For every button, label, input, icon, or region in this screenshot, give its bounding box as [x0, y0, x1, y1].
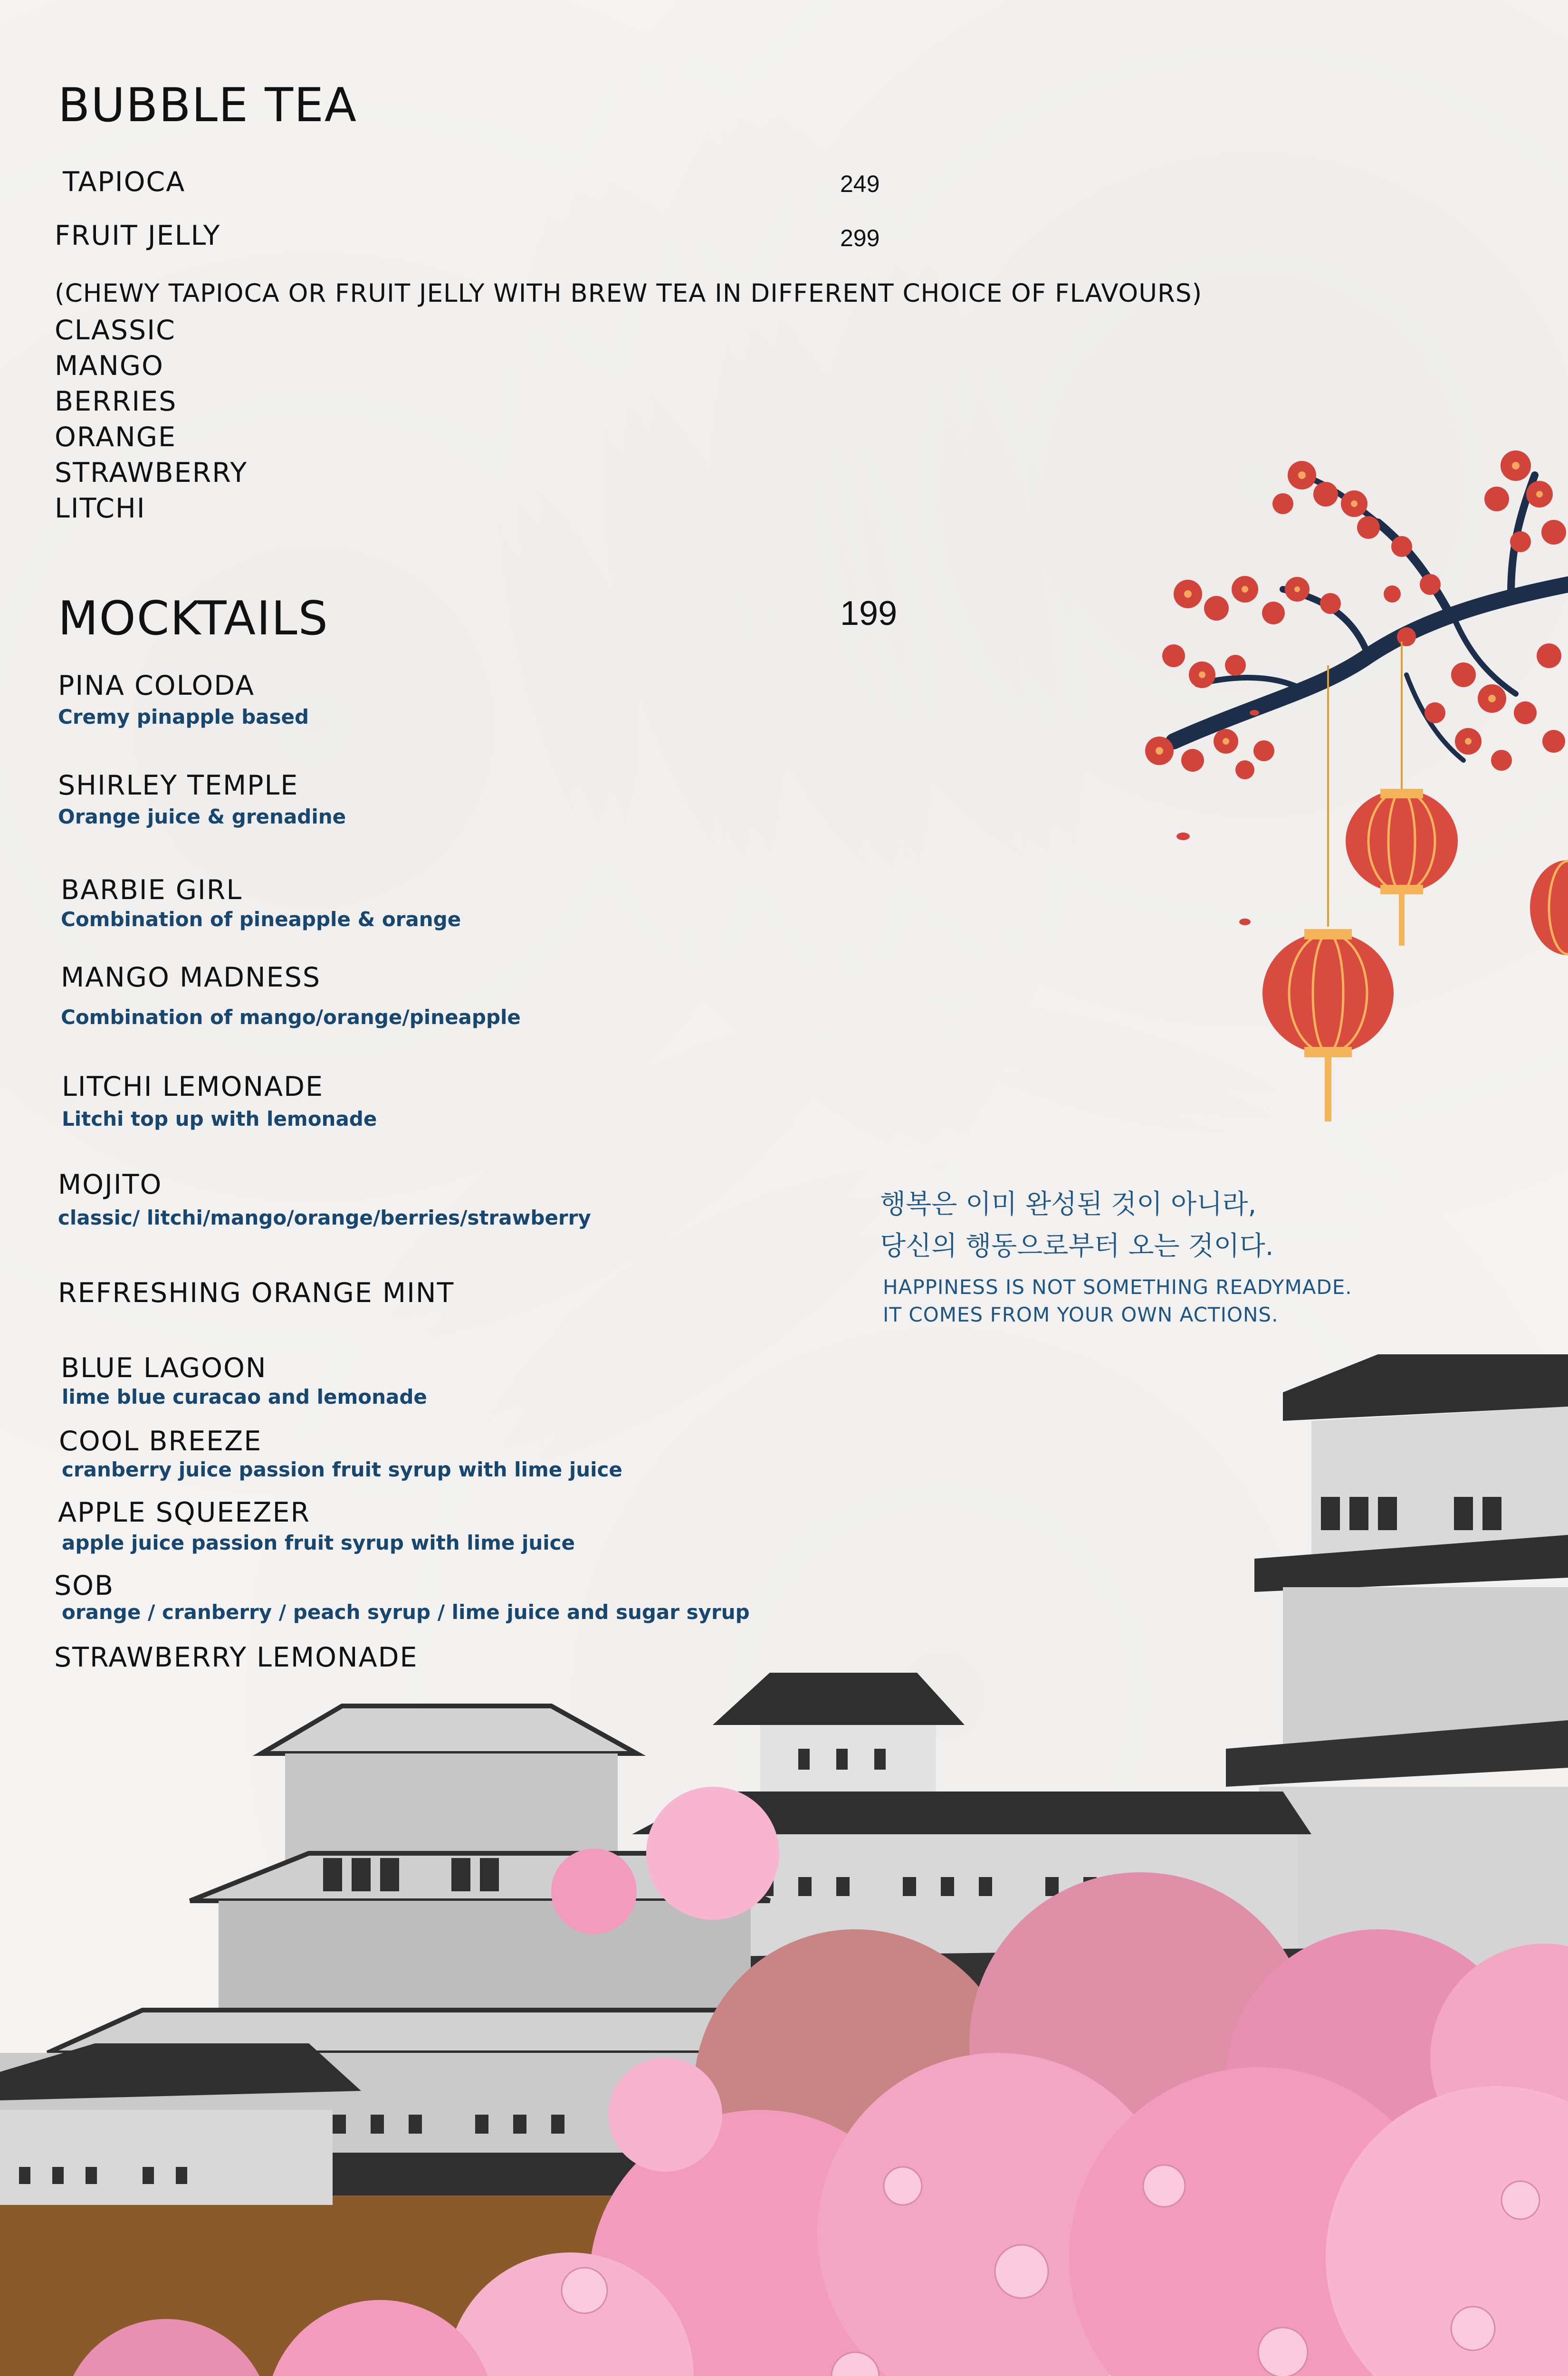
section-title-bubble-tea: BUBBLE TEA [58, 78, 357, 133]
mocktail-description: Orange juice & grenadine [58, 805, 346, 828]
mocktail-description: lime blue curacao and lemonade [62, 1385, 427, 1408]
flavour-strawberry: STRAWBERRY [55, 457, 248, 489]
mocktail-name: LITCHI LEMONADE [62, 1071, 324, 1102]
mocktail-name: MANGO MADNESS [61, 962, 321, 993]
mocktail-description: Cremy pinapple based [58, 705, 309, 728]
quote-korean-line-1: 행복은 이미 완성된 것이 아니라, [880, 1189, 1257, 1220]
flavour-berries: BERRIES [55, 386, 177, 417]
price-fruit-jelly: 299 [840, 225, 880, 251]
mocktail-name: REFRESHING ORANGE MINT [58, 1277, 455, 1309]
menu-item-fruit-jelly: FRUIT JELLY [55, 220, 221, 251]
flavour-litchi: LITCHI [55, 493, 146, 524]
mocktail-name: SOB [54, 1570, 115, 1601]
mocktail-name: SHIRLEY TEMPLE [58, 770, 299, 801]
price-tapioca: 249 [840, 171, 880, 197]
flavour-classic: CLASSIC [55, 315, 176, 346]
paper-lantern-icon [1530, 860, 1568, 955]
mocktail-description: Combination of pineapple & orange [61, 908, 461, 931]
paper-lantern-icon [1262, 665, 1394, 1121]
mocktail-description: cranberry juice passion fruit syrup with lime juice [62, 1458, 622, 1481]
price-mocktails: 199 [840, 594, 898, 632]
mocktail-name: MOJITO [58, 1169, 163, 1200]
mocktail-name: BARBIE GIRL [61, 874, 243, 906]
quote-english-line-2: IT COMES FROM YOUR OWN ACTIONS. [883, 1303, 1279, 1326]
mocktail-description: Combination of mango/orange/pineapple [61, 1006, 521, 1029]
mocktail-description: apple juice passion fruit syrup with lime juice [62, 1531, 575, 1554]
mocktail-name: BLUE LAGOON [61, 1352, 267, 1384]
paper-lantern-icon [1346, 642, 1458, 946]
mocktail-description: Litchi top up with lemonade [62, 1107, 377, 1131]
mocktail-description: orange / cranberry / peach syrup / lime juice and sugar syrup [62, 1600, 750, 1624]
mocktail-description: classic/ litchi/mango/orange/berries/strawberry [58, 1206, 591, 1229]
mocktail-name: APPLE SQUEEZER [58, 1497, 311, 1528]
bubble-tea-note: (CHEWY TAPIOCA OR FRUIT JELLY WITH BREW TEA IN DIFFERENT CHOICE OF FLAVOURS) [55, 279, 1203, 308]
flavour-orange: ORANGE [55, 422, 176, 453]
section-title-mocktails: MOCKTAILS [58, 592, 329, 646]
mocktail-name: STRAWBERRY LEMONADE [54, 1642, 418, 1673]
quote-english-line-1: HAPPINESS IS NOT SOMETHING READYMADE. [883, 1275, 1352, 1299]
mocktail-name: COOL BREEZE [59, 1426, 262, 1457]
menu-item-tapioca: TAPIOCA [63, 166, 186, 198]
quote-korean-line-2: 당신의 행동으로부터 오는 것이다. [880, 1231, 1274, 1262]
mocktail-name: PINA COLODA [58, 670, 255, 701]
flavour-mango: MANGO [55, 350, 164, 382]
